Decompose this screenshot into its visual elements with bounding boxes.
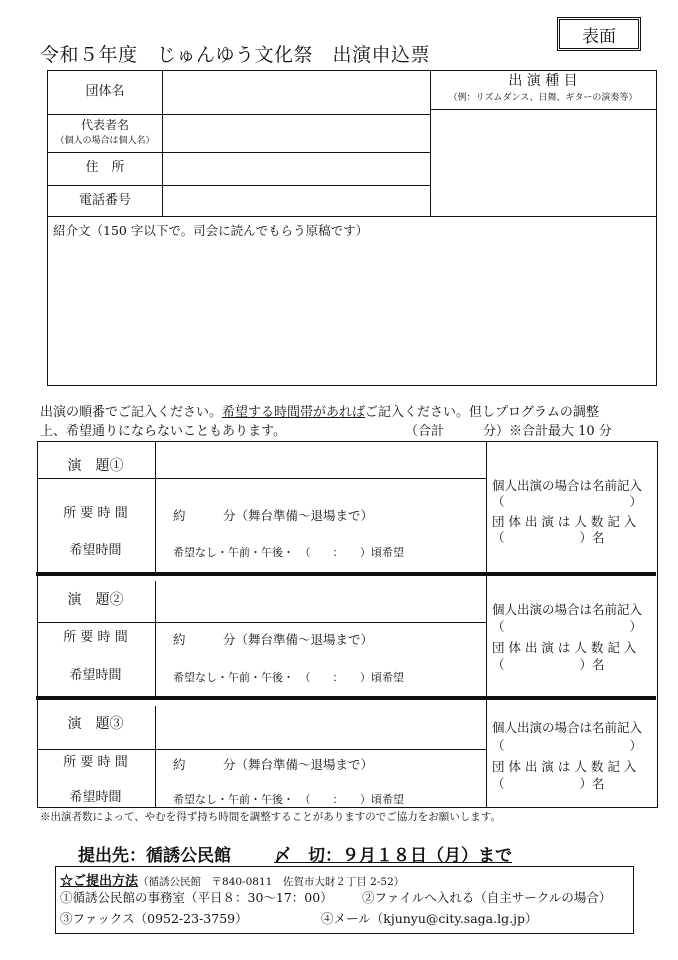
program-type-field[interactable] [432,111,654,215]
performance-2-title: 演 題② [67,592,124,608]
performance-3-individual-label: 個人出演の場合は名前記入 [492,720,643,735]
program-type-label: 出 演 種 目 [508,73,578,89]
method-option-4: ④メール（kjunyu@city.saga.lg.jp） [321,911,538,926]
performance-3-group-field[interactable]: （ ）名 [492,776,605,791]
footnote: ※出演者数によって、やむを得ず持ち時間を調整することがありますのでご協力をお願いします。 [40,811,501,823]
performance-2-time-field[interactable]: 希望なし・午前・午後・ （ ： ）頃希望 [173,671,404,684]
instruction-emphasis: 希望する時間帯があれば [222,405,366,420]
performance-2-duration-label: 所 要 時 間 [63,630,128,645]
performance-1-group-label: 団 体 出 演 は 人 数 記 入 [492,514,637,529]
performance-2-time-label: 希望時間 [69,668,122,683]
performance-1-duration-field[interactable]: 約 分（舞台準備～退場まで） [173,508,374,523]
submission-method-box [55,866,634,934]
performance-3-time-label: 希望時間 [69,790,122,805]
page-title: 令和５年度 じゅんゆう文化祭 出演申込票 [40,44,431,66]
group-name-label: 団体名 [85,84,125,99]
performance-3-title: 演 題③ [67,716,124,732]
phone-label: 電話番号 [78,193,131,208]
performance-1-time-field[interactable]: 希望なし・午前・午後・ （ ： ）頃希望 [173,546,404,559]
performance-2-duration-field[interactable]: 約 分（舞台準備～退場まで） [173,632,374,647]
section-divider-1 [36,572,656,576]
submission-deadline: 〆 切：９月１８日（月）まで [274,846,512,866]
instruction-line-1 [40,403,599,422]
performance-1-title: 演 題① [67,458,124,474]
address-field[interactable] [164,154,428,184]
side-badge: 表面 [557,17,641,51]
performance-3-time-field[interactable]: 希望なし・午前・午後・ （ ： ）頃希望 [173,793,404,806]
performance-3-individual-field[interactable]: （ ） [492,738,643,753]
method-heading-line [60,870,404,889]
program-type-example: （例：リズムダンス、日舞、ギターの演奏等） [448,93,638,103]
method-heading: ☆ご提出方法 [60,874,139,889]
representative-field[interactable] [164,116,428,151]
performance-3-duration-field[interactable]: 約 分（舞台準備～退場まで） [173,757,374,772]
method-address: （循誘公民館 〒840-0811 佐賀市大財２丁目 2-52） [138,876,405,888]
performance-2-group-label: 団 体 出 演 は 人 数 記 入 [492,640,637,655]
instruction-text: 出演の順番でご記入ください。 [40,405,223,420]
intro-label: 紹介文（150 字以下で。司会に読んでもらう原稿です） [53,223,369,238]
total-minutes: （合計 分）※合計最大 10 分 [405,424,612,439]
performance-1-individual-label: 個人出演の場合は名前記入 [492,478,643,493]
performance-1-duration-label: 所 要 時 間 [63,506,128,521]
performance-2-individual-label: 個人出演の場合は名前記入 [492,602,643,617]
performance-3-group-label: 団 体 出 演 は 人 数 記 入 [492,759,637,774]
phone-field[interactable] [164,187,428,215]
instruction-text-end: ご記入ください。但しプログラムの調整 [365,405,599,420]
performance-1-time-label: 希望時間 [69,543,122,558]
performance-3-duration-label: 所 要 時 間 [63,755,128,770]
performance-1-group-field[interactable]: （ ）名 [492,530,605,545]
address-label: 住 所 [85,160,125,175]
performance-3-title-field[interactable] [156,704,483,744]
applicant-form [47,70,657,386]
method-option-2: ②ファイルへ入れる（自主サークルの場合） [362,890,612,905]
method-option-3: ③ファックス（0952-23-3759） [60,911,248,926]
instruction-line-2: 上、希望通りにならないこともあります。 [40,424,286,439]
performance-2-group-field[interactable]: （ ）名 [492,657,605,672]
performance-1-individual-field[interactable]: （ ） [492,494,643,509]
method-option-1: ①循誘公民館の事務室（平日８：30～17：00） [60,890,333,905]
group-name-field[interactable] [164,73,428,113]
representative-label: 代表者名 [80,118,129,132]
performance-2-title-field[interactable] [156,580,483,618]
performance-1-title-field[interactable] [156,444,483,476]
intro-field[interactable] [50,239,654,383]
section-divider-2 [36,696,656,700]
submission-destination: 提出先：循誘公民館 [78,846,231,866]
representative-note: （個人の場合は個人名） [55,136,155,146]
performance-2-individual-field[interactable]: （ ） [492,619,643,634]
